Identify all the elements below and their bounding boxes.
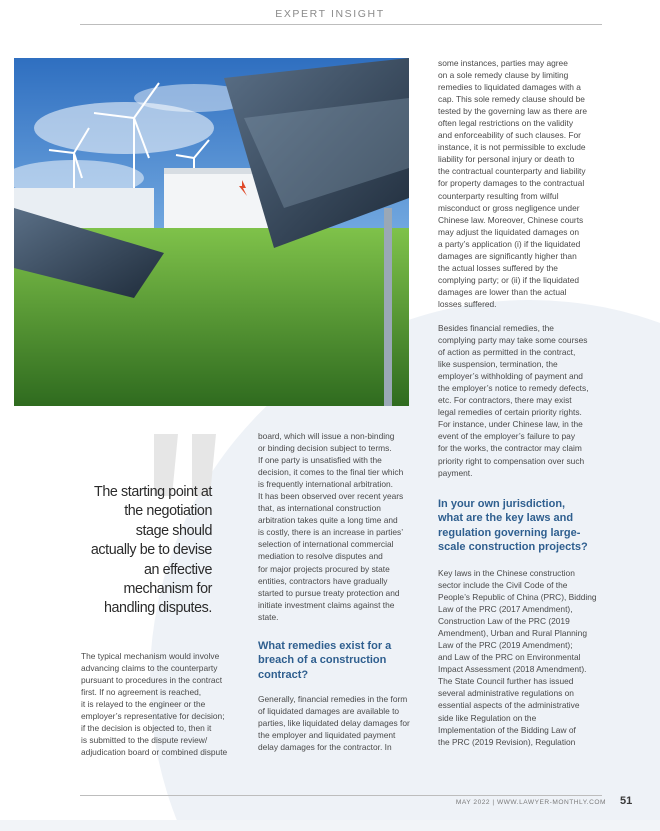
footer-divider xyxy=(80,795,602,796)
section-heading-remedies: What remedies exist for a breach of a construction contract? xyxy=(258,639,392,681)
column-left xyxy=(81,650,251,758)
section-heading-key-laws: In your own jurisdiction, what are the key laws and regulation governing large- scale construction projects? xyxy=(438,497,588,554)
body-paragraph: some instances, parties may agree on a sole remedy clause by limiting remedies to liquidated damages with a cap. This sole remedy clause should be tested by the governing law as there are often legal restrictions on the validity and enforceability of such clauses. For instance, it is not permissible to exclude liability for personal injury or death to the contractual counterparty and liability for property damages to the contractual counterparty resulting from wilful misconduct or gross negligence under Chinese law. Moreover, Chinese courts may adjust the liquidated damages on a party’s application (i) if the liquidated damages are significantly higher than the actual losses suffered by the complying party; or (ii) if the liquidated damages are lower than the actual losses suffered. xyxy=(438,58,587,309)
body-paragraph: Key laws in the Chinese construction sector include the Civil Code of the People’s Republic of China (PRC), Bidding Law of the PRC (2017 Amendment), Construction Law of the PRC (2019 Amendment), Urban and Rural Planning Law of the PRC (2019 Amendment); and Law of the PRC on Environmental Impact Assessment (2018 Amendment). The State Council further has issued several administrative regulations on essential aspects of the administrative side like Regulation on the Implementation of the Bidding Law of the PRC (2019 Revision), Regulation xyxy=(438,567,597,747)
paragraph-gap xyxy=(438,310,606,322)
body-paragraph: Besides financial remedies, the complying party may take some courses of action as permitted in the contract, like suspension, termination, the employer’s withholding of payment and the employer’s notice to remedy defects, etc. For contractors, there may exist legal remedies of certain priority rights. For instance, under Chinese law, in the event of the employer’s failure to pay for the works, the contractor may claim priority right to compensation over such payment. xyxy=(438,322,589,478)
pull-quote: The starting point at the negotiation stage should actually be to devise an effective mechanism for handling disputes. xyxy=(90,484,212,617)
header-divider xyxy=(80,24,602,25)
page-number: 51 xyxy=(620,795,633,807)
body-paragraph: The typical mechanism would involve advancing claims to the counterparty pursuant to procedures in the contract first. If no agreement is reached, it is relayed to the engineer or the employer’s representative for decision; if the decision is objected to, then it is submitted to the dispute review/ adjudication board or combined dispute xyxy=(81,651,228,758)
bottom-band xyxy=(0,820,660,831)
body-paragraph: Generally, financial remedies in the form of liquidated damages are available to parties, like liquidated delay damages for the employer and liquidated payment delay damages for the contractor. In xyxy=(258,693,410,752)
column-middle xyxy=(258,430,422,753)
footer-issue-and-url: MAY 2022 | WWW.LAWYER-MONTHLY.COM xyxy=(455,799,606,806)
body-paragraph: board, which will issue a non-binding or binding decision subject to terms. If one party is unsatisfied with the decision, it comes to the final tier which is frequently international arbitration. It has been observed over recent years that, as international construction arbitration takes quite a long time and is costly, there is an increase in parties’ selection of international commercial mediation to resolve disputes and for major projects procured by state entities, contractors have gradually started to pursue treaty protection and initiate investment claims against the state. xyxy=(258,431,404,622)
wind-turbines-solar-photo xyxy=(14,58,409,406)
column-right xyxy=(438,57,606,748)
section-label: EXPERT INSIGHT xyxy=(275,8,385,20)
